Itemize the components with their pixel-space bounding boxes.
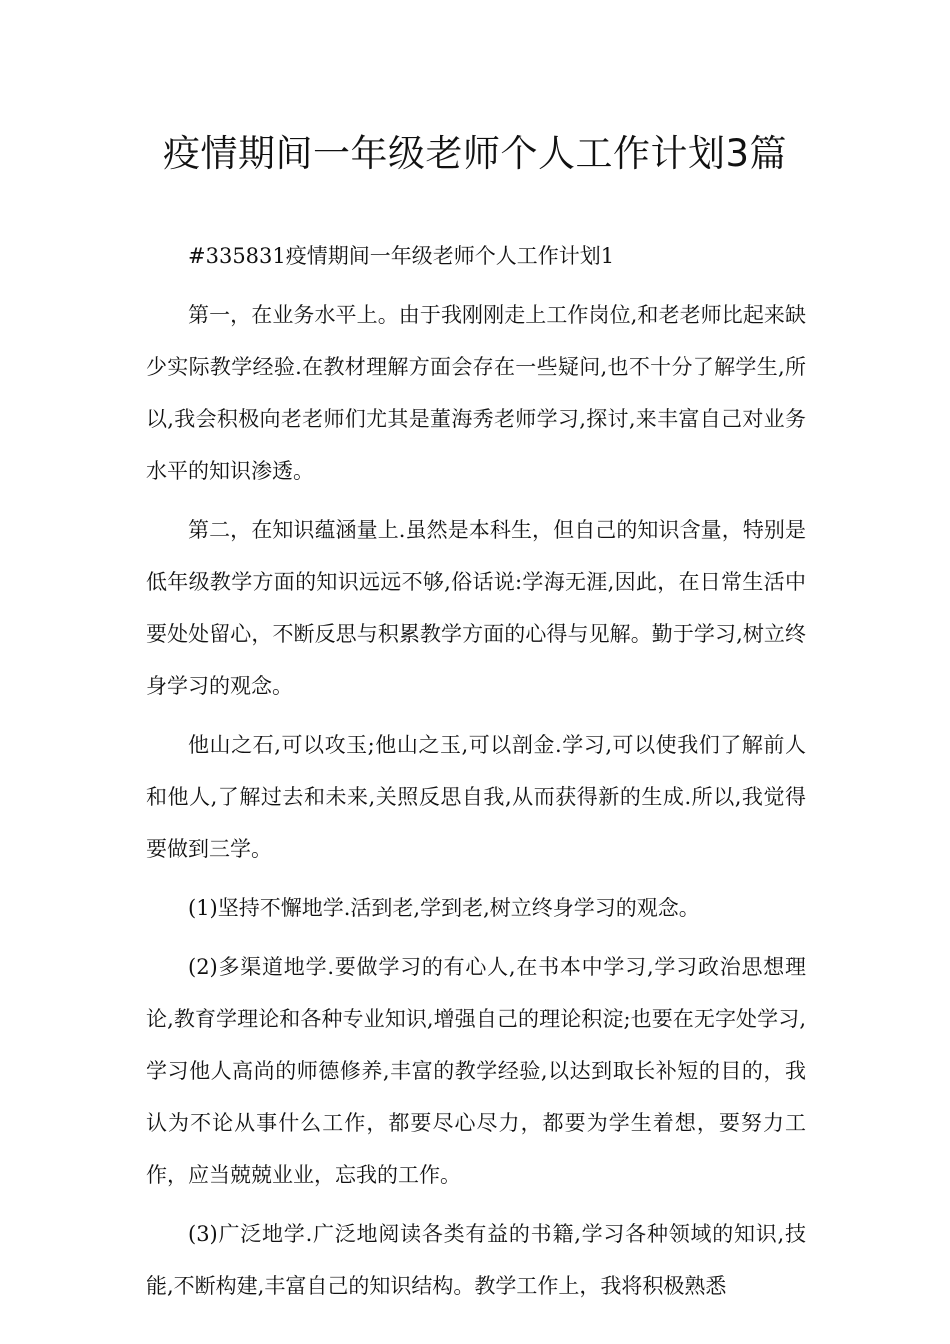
document-title: 疫情期间一年级老师个人工作计划3篇 xyxy=(162,132,788,175)
paragraph: 第一，在业务水平上。由于我刚刚走上工作岗位,和老老师比起来缺少实际教学经验.在教材理解方面会存在一些疑问,也不十分了解学生,所以,我会积极向老老师们尤其是董海秀老师学习,探讨,来丰富自己对业务水平的知识渗透。 xyxy=(146,303,806,483)
paragraph: (2)多渠道地学.要做学习的有心人,在书本中学习,学习政治思想理论,教育学理论和各种专业知识,增强自己的理论积淀;也要在无字处学习,学习他人高尚的师德修养,丰富的教学经验,以达到取长补短的目的，我认为不论从事什么工作，都要尽心尽力，都要为学生着想，要努力工作，应当兢兢业业，忘我的工作。 xyxy=(146,955,806,1187)
paragraph: (1)坚持不懈地学.活到老,学到老,树立终身学习的观念。 xyxy=(188,896,700,920)
paragraph: 他山之石,可以攻玉;他山之玉,可以剖金.学习,可以使我们了解前人和他人,了解过去和未来,关照反思自我,从而获得新的生成.所以,我觉得要做到三学。 xyxy=(146,733,806,861)
paragraph: (3)广泛地学.广泛地阅读各类有益的书籍,学习各种领域的知识,技能,不断构建,丰富自己的知识结构。教学工作上，我将积极熟悉 xyxy=(146,1222,806,1298)
paragraph: 第二，在知识蕴涵量上.虽然是本科生，但自己的知识含量，特别是低年级教学方面的知识远远不够,俗话说:学海无涯,因此，在日常生活中要处处留心，不断反思与积累教学方面的心得与见解。勤于学习,树立终身学习的观念。 xyxy=(146,518,806,698)
paragraph-heading: #335831疫情期间一年级老师个人工作计划1 xyxy=(188,244,615,268)
document-body xyxy=(146,230,806,1319)
